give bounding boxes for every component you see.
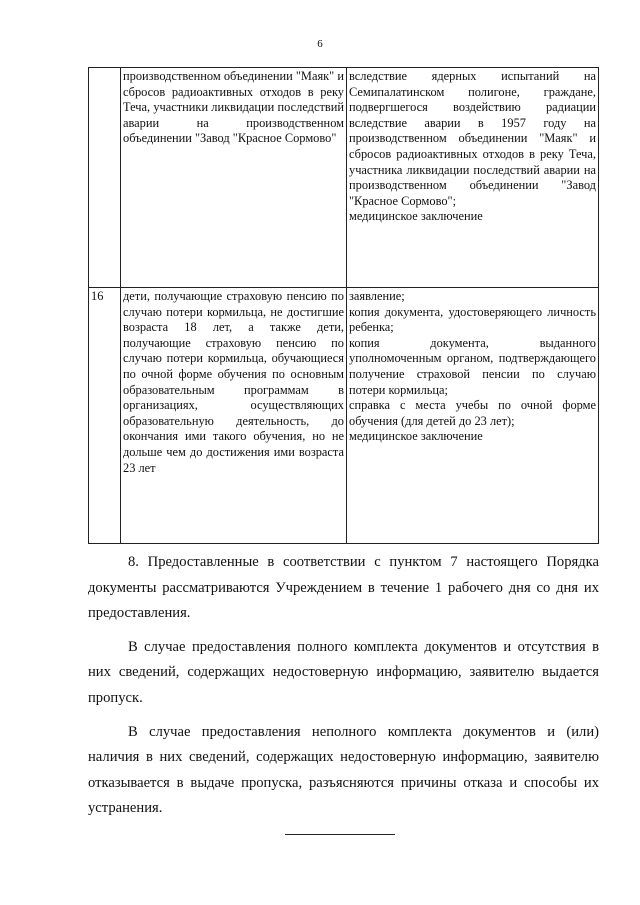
documents-table: [88, 67, 599, 544]
row-number: [89, 68, 121, 288]
document-item: медицинское заключение: [349, 429, 483, 444]
document-item: копия документа, выданного уполномоченным органом, подтверждающего получение страховой пенсии по случаю потери кормильца;: [349, 335, 596, 397]
paragraph: 8. Предоставленные в соответствии с пунктом 7 настоящего Порядка документы рассматриваются Учреждением в течение 1 рабочего дня со дня их предоставления.: [88, 554, 599, 622]
category-cell: производственном объединении "Маяк" и сбросов радиоактивных отходов в реку Теча, участники ликвидации последствий аварии на производственном объединении "Завод "Красное Сормово": [121, 68, 347, 288]
category-cell: дети, получающие страховую пенсию по случаю потери кормильца, не достигшие возраста 18 лет, а также дети, получающие страховую пенсию по случаю потери кормильца, обучающиеся по очной форме обучения по основным образовательным программам в организациях, осуществляющих образовательную деятельность, до окончания ими такого обучения, но не дольше чем до достижения ими возраста 23 лет: [121, 288, 347, 544]
documents-cell: [347, 288, 599, 544]
row-number: 16: [89, 288, 121, 544]
document-item: копия документа, удостоверяющего личность ребенка;: [349, 304, 596, 335]
paragraph: В случае предоставления полного комплекта документов и отсутствия в них сведений, содержащих недостоверную информацию, заявителю выдается пропуск.: [88, 638, 599, 706]
documents-cell: [347, 68, 599, 288]
document-item: медицинское заключение: [349, 209, 483, 224]
table-row: [89, 288, 599, 544]
document-item: вследствие ядерных испытаний на Семипалатинском полигоне, граждане, подвергшегося воздействию радиации вследствие аварии в 1957 году на производственном объединении "Маяк" и сбросов радиоактивных отходов в реку Теча, участника ликвидации последствий аварии на производственном объединении "Завод "Красное Сормово";: [349, 69, 596, 208]
page-number: 6: [317, 38, 323, 50]
end-divider: [285, 834, 395, 835]
document-item: справка с места учебы по очной форме обучения (для детей до 23 лет);: [349, 398, 596, 428]
document-item: заявление;: [349, 289, 405, 303]
body-text: [88, 550, 599, 830]
table-row: [89, 68, 599, 288]
paragraph: В случае предоставления неполного комплекта документов и (или) наличия в них сведений, содержащих недостоверную информацию, заявителю отказывается в выдаче пропуска, разъясняются причины отказа и способы их устранения.: [88, 723, 599, 817]
